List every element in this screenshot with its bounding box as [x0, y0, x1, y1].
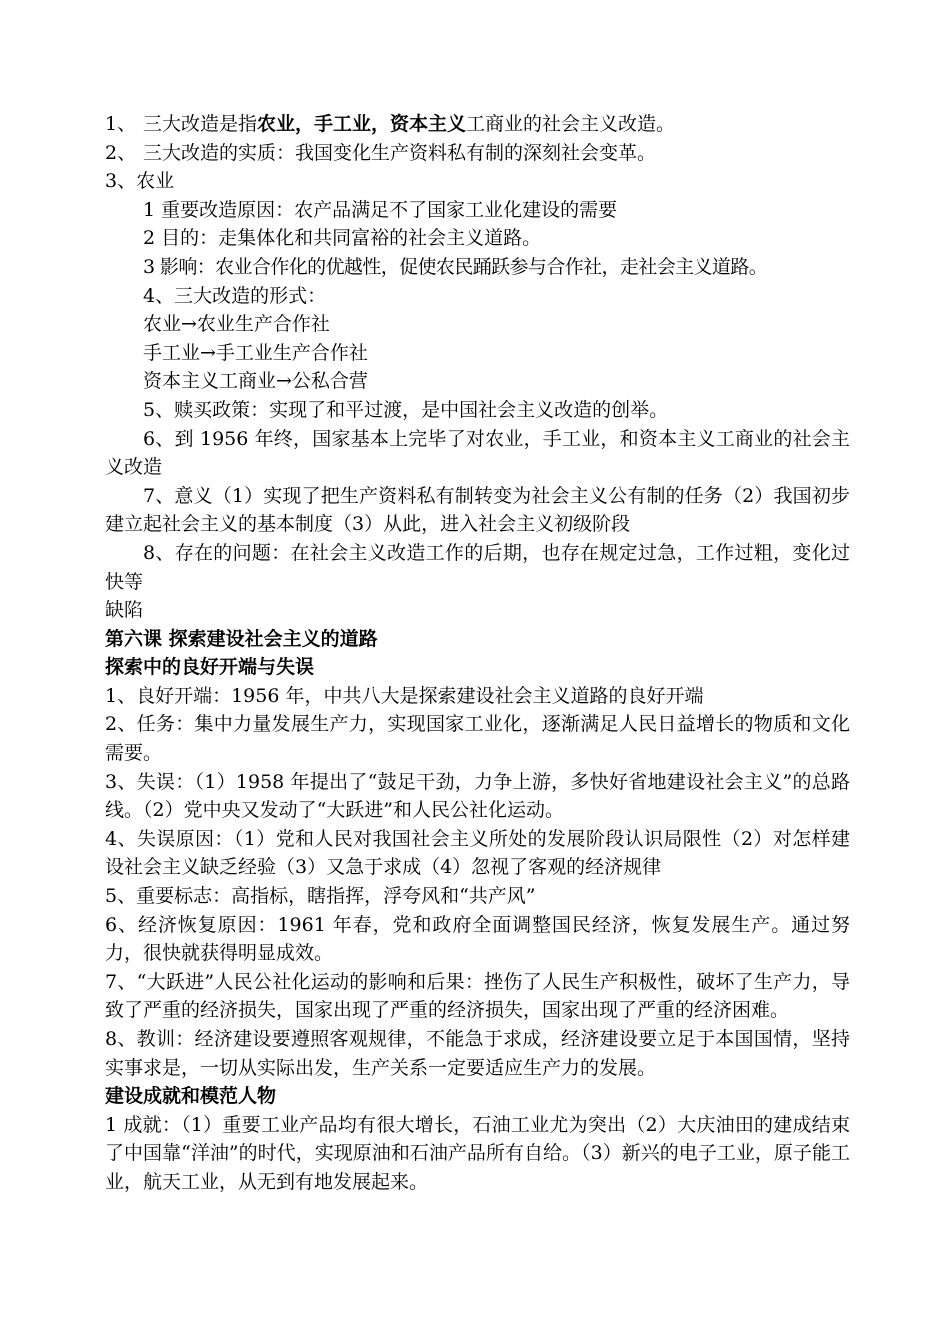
item-bold: 农业，手工业，资本主义	[257, 113, 467, 135]
item-text: 工商业的社会主义改造。	[466, 113, 676, 135]
item-text: 三大改造的实质：我国变化生产资料私有制的深刻社会变革。	[143, 141, 657, 164]
meaning-paragraph: 7、意义（1）实现了把生产资料私有制转变为社会主义公有制的任务（2）我国初步建立起社会主义的基本制度（3）从此，进入社会主义初级阶段	[105, 484, 850, 536]
reason-line: 1 重要改造原因：农产品满足不了国家工业化建设的需要	[143, 198, 618, 221]
lesson-item: 5、重要标志：高指标，瞎指挥，浮夸风和“共产风”	[105, 885, 536, 908]
lesson-item: 3、失误：（1）1958 年提出了“鼓足干劲，力争上游，多快好省地建设社会主义”的总路线。（2）党中央又发动了“大跃进”和人民公社化运动。	[105, 770, 850, 822]
lesson-item: 8、教训：经济建设要遵照客观规律，不能急于求成，经济建设要立足于本国国情，坚持实事求是，一切从实际出发，生产关系一定要适应生产力的发展。	[105, 1028, 850, 1079]
lesson-item: 6、经济恢复原因：1961 年春，党和政府全面调整国民经济，恢复发展生产。通过努力，很快就获得明显成效。	[105, 913, 850, 965]
item-1	[105, 110, 850, 139]
item-3-title: 3、农业	[105, 170, 175, 193]
problem-paragraph: 8、存在的问题：在社会主义改造工作的后期，也存在规定过急，工作过粗，变化过快等	[105, 541, 850, 593]
form-item: 资本主义工商业→公私合营	[143, 370, 368, 393]
defect-line: 缺陷	[105, 599, 144, 622]
section-heading: 建设成就和模范人物	[105, 1085, 277, 1108]
goal-line: 2 目的：走集体化和共同富裕的社会主义道路。	[143, 227, 542, 250]
lesson-title: 第六课 探索建设社会主义的道路	[105, 627, 378, 650]
item-text: 三大改造是指	[143, 113, 258, 135]
impact-line: 3 影响：农业合作化的优越性，促使农民踊跃参与合作社，走社会主义道路。	[143, 255, 768, 278]
policy-line: 5、赎买政策：实现了和平过渡，是中国社会主义改造的创举。	[143, 398, 669, 421]
end-paragraph: 6、到 1956 年终，国家基本上完毕了对农业，手工业，和资本主义工商业的社会主义改造	[105, 427, 850, 479]
forms-title: 4、三大改造的形式：	[143, 284, 327, 307]
achievement-paragraph: 1 成就：（1）重要工业产品均有很大增长，石油工业尤为突出（2）大庆油田的建成结束了中国靠“洋油”的时代，实现原油和石油产品所有自给。（3）新兴的电子工业，原子能工业，航天工业，从无到有地发展起来。	[105, 1113, 850, 1193]
section-heading: 探索中的良好开端与失误	[105, 656, 315, 679]
item-number: 2、	[105, 141, 137, 164]
form-item: 手工业→手工业生产合作社	[143, 341, 368, 364]
item-number: 1、	[105, 113, 137, 135]
item-2	[105, 139, 850, 168]
lesson-item: 4、失误原因：（1）党和人民对我国社会主义所处的发展阶段认识局限性（2）对怎样建设社会主义缺乏经验（3）又急于求成（4）忽视了客观的经济规律	[105, 827, 850, 879]
form-item: 农业→农业生产合作社	[143, 313, 330, 336]
document-page	[105, 110, 850, 1197]
lesson-item: 2、任务：集中力量发展生产力，实现国家工业化，逐渐满足人民日益增长的物质和文化需要。	[105, 713, 850, 765]
lesson-item: 7、“大跃进”人民公社化运动的影响和后果：挫伤了人民生产积极性，破坏了生产力，导致了严重的经济损失，国家出现了严重的经济损失，国家出现了严重的经济困难。	[105, 970, 850, 1022]
lesson-item: 1、良好开端：1956 年，中共八大是探索建设社会主义道路的良好开端	[105, 684, 704, 707]
